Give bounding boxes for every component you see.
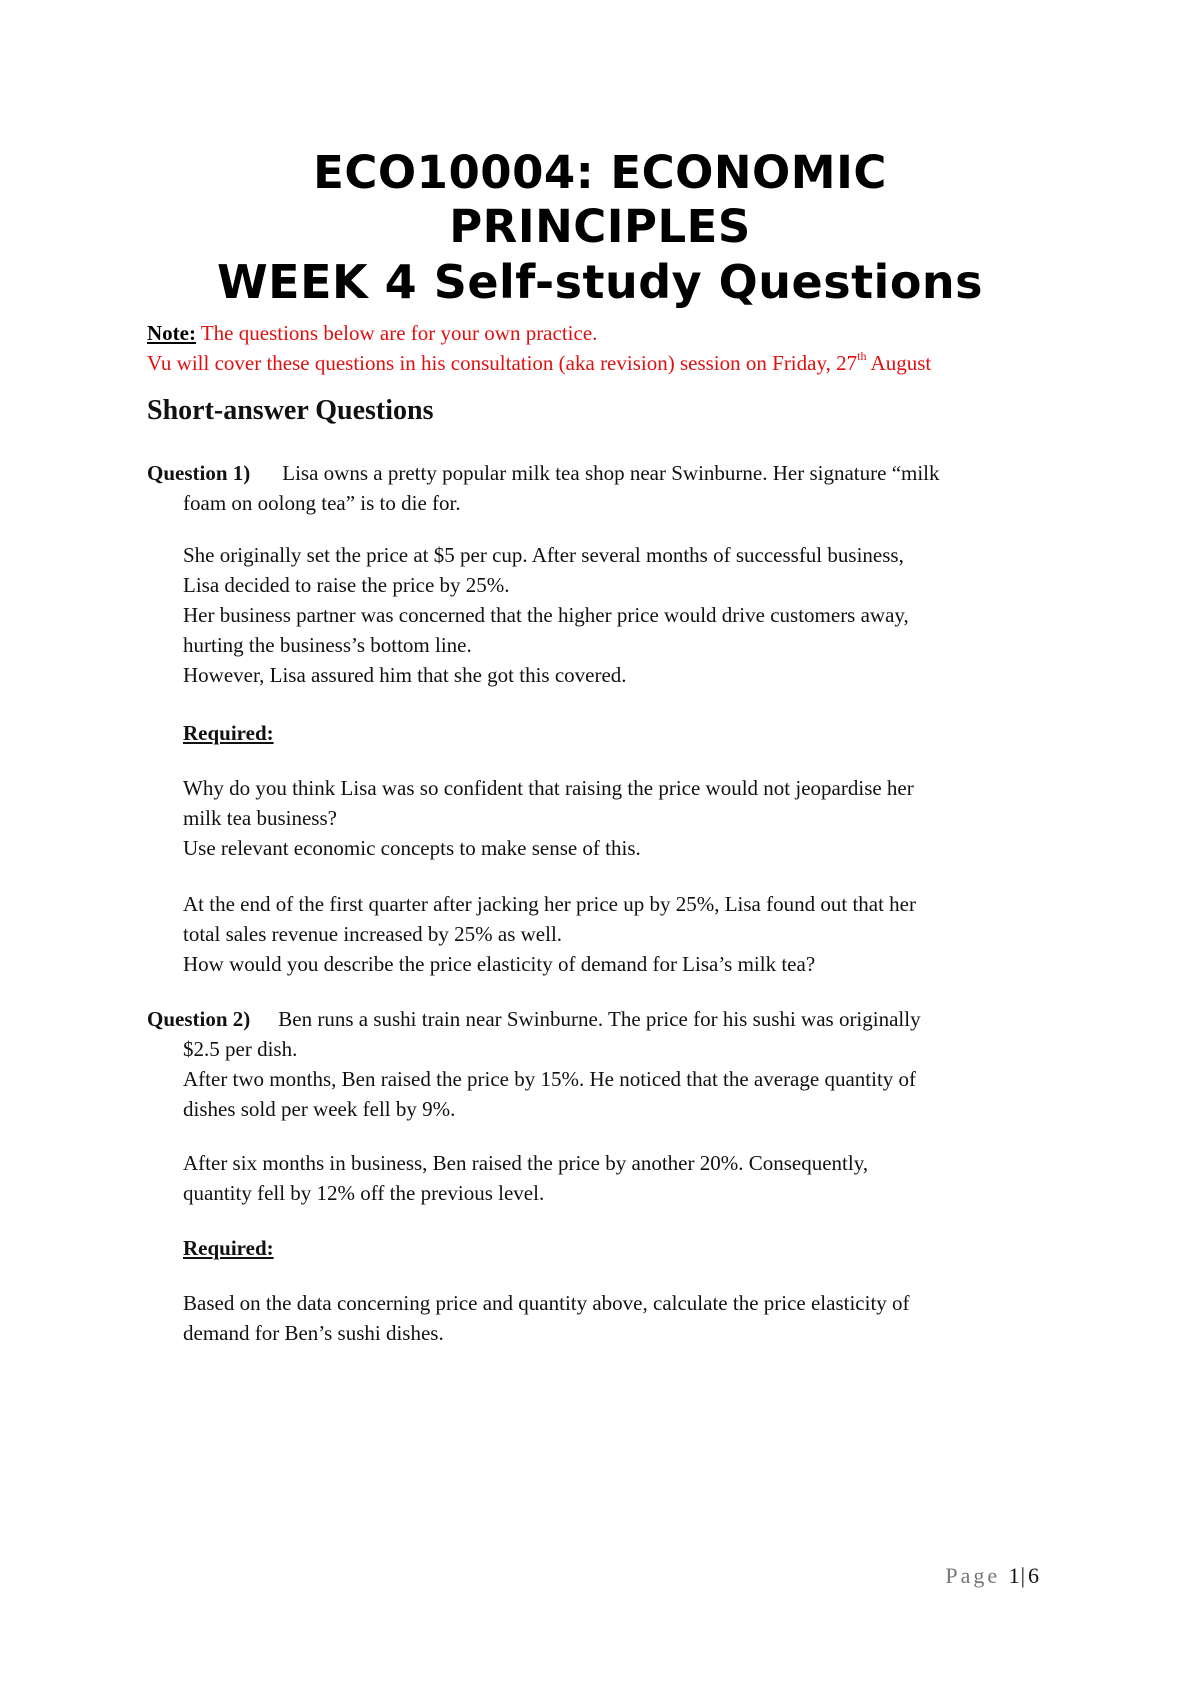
footer-page-word: Page xyxy=(945,1563,1001,1588)
q2-r1-line-2: demand for Ben’s sushi dishes. xyxy=(183,1321,444,1345)
q1-required-label xyxy=(183,718,1083,748)
question-2-intro xyxy=(147,1004,1077,1124)
question-2-label: Question 2) xyxy=(147,1007,251,1031)
q1-p1-line-3: Her business partner was concerned that the higher price would drive customers away, xyxy=(183,603,909,627)
footer-page-total: 6 xyxy=(1028,1563,1040,1588)
q2-intro-text-1: Ben runs a sushi train near Swinburne. The price for his sushi was originally xyxy=(278,1007,921,1031)
q2-p1-line-2: quantity fell by 12% off the previous level. xyxy=(183,1181,545,1205)
section-heading: Short-answer Questions xyxy=(147,395,434,426)
q1-intro-text-1: Lisa owns a pretty popular milk tea shop near Swinburne. Her signature “milk xyxy=(282,461,940,485)
q2-r1-line-1: Based on the data concerning price and quantity above, calculate the price elasticity of xyxy=(183,1291,910,1315)
q1-r1-line-1: Why do you think Lisa was so confident that raising the price would not jeopardise her xyxy=(183,776,914,800)
q1-r2-line-1: At the end of the first quarter after jacking her price up by 25%, Lisa found out that her xyxy=(183,892,917,916)
q1-required-2 xyxy=(183,889,1083,979)
q2-intro-line-3: After two months, Ben raised the price by 15%. He noticed that the average quantity of xyxy=(183,1067,917,1091)
footer-page-number: 1 xyxy=(1008,1563,1021,1588)
q2-p1-line-1: After six months in business, Ben raised the price by another 20%. Consequently, xyxy=(183,1151,869,1175)
q1-p1-line-4: hurting the business’s bottom line. xyxy=(183,633,472,657)
q1-p1-line-5: However, Lisa assured him that she got this covered. xyxy=(183,663,627,687)
title-line-2: PRINCIPLES xyxy=(449,200,751,253)
q1-r2-line-2: total sales revenue increased by 25% as well. xyxy=(183,922,563,946)
q2-required-label xyxy=(183,1233,1083,1263)
q1-intro-line-2: foam on oolong tea” is to die for. xyxy=(183,491,461,515)
q2-intro-line-4: dishes sold per week fell by 9%. xyxy=(183,1097,456,1121)
note-block xyxy=(147,318,1107,378)
q1-p1-line-2: Lisa decided to raise the price by 25%. xyxy=(183,573,510,597)
q1-p1-line-1: She originally set the price at $5 per cup. After several months of successful business, xyxy=(183,543,904,567)
q1-r1-line-2: milk tea business? xyxy=(183,806,337,830)
q2-required-text: Required: xyxy=(183,1236,274,1260)
q2-intro-line-2: $2.5 per dish. xyxy=(183,1037,298,1061)
footer-separator: | xyxy=(1020,1563,1028,1588)
question-1-label: Question 1) xyxy=(147,461,251,485)
q1-required-text: Required: xyxy=(183,721,274,745)
q1-r1-line-3: Use relevant economic concepts to make sense of this. xyxy=(183,836,641,860)
note-text-2-sup: th xyxy=(857,349,867,363)
note-line-1 xyxy=(147,318,1107,348)
document-title xyxy=(0,146,1200,310)
page-footer xyxy=(945,1563,1040,1589)
title-line-3: WEEK 4 Self-study Questions xyxy=(216,255,984,309)
q2-paragraph-1 xyxy=(183,1148,1083,1208)
note-label: Note: xyxy=(147,321,196,345)
q1-intro-line-1 xyxy=(147,458,1077,488)
note-line-2 xyxy=(147,348,1107,378)
q1-required-1 xyxy=(183,773,1083,863)
title-line-1: ECO10004: ECONOMIC xyxy=(313,146,887,199)
q2-required-1 xyxy=(183,1288,1083,1348)
note-text-2b: August xyxy=(866,351,932,375)
note-text-2a: Vu will cover these questions in his consultation (aka revision) session on Friday, 27 xyxy=(147,351,858,375)
note-text-1: The questions below are for your own practice. xyxy=(195,321,598,345)
q2-intro-line-1 xyxy=(147,1004,1077,1034)
q1-r2-line-3: How would you describe the price elasticity of demand for Lisa’s milk tea? xyxy=(183,952,816,976)
q1-paragraph-1 xyxy=(183,540,1083,690)
question-1-intro xyxy=(147,458,1077,518)
